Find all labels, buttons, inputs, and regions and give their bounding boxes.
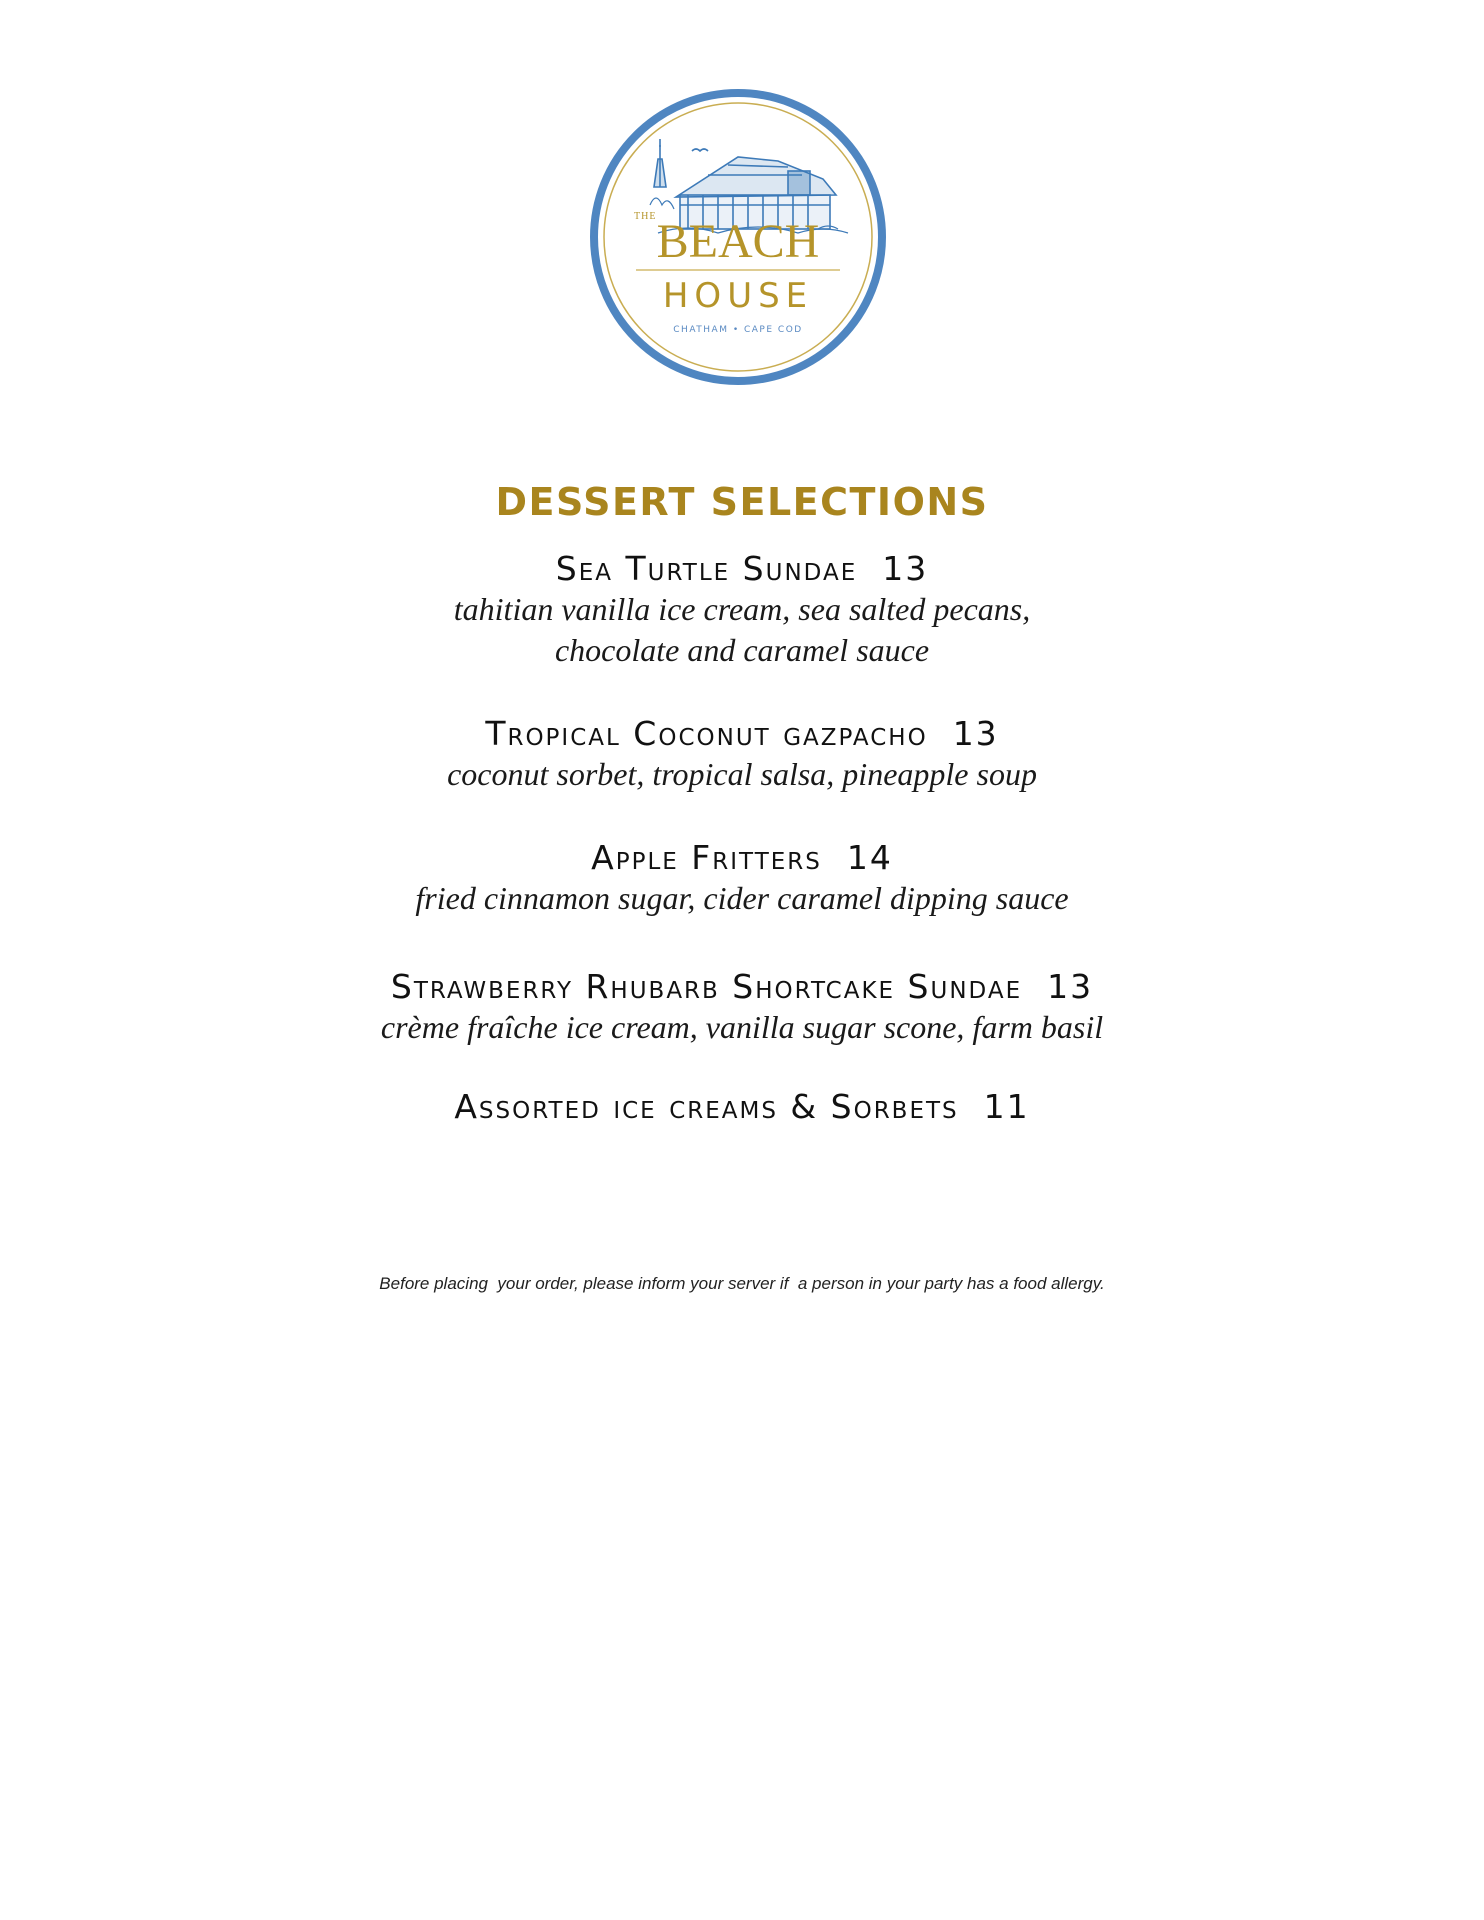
- menu-item-name: Assorted ice creams & Sorbets: [454, 1087, 959, 1126]
- allergy-note: Before placing your order, please inform your server if a person in your party has a food allergy.: [379, 1274, 1105, 1293]
- menu-item-price: 14: [846, 838, 893, 877]
- menu-item-price: 13: [1047, 967, 1094, 1006]
- logo-beach-text: BEACH: [656, 215, 820, 268]
- menu-item: [0, 838, 1484, 919]
- menu-item: [0, 1087, 1484, 1127]
- menu-item-name: Tropical Coconut gazpacho: [485, 714, 928, 753]
- menu-item-description: crème fraîche ice cream, vanilla sugar scone, farm basil: [380, 1009, 1104, 1045]
- dessert-menu: [0, 480, 1484, 1127]
- menu-item-title: [0, 967, 1484, 1007]
- menu-item-price: 13: [952, 714, 999, 753]
- menu-item-description: chocolate and caramel sauce: [554, 632, 930, 668]
- beach-house-logo: [588, 87, 888, 387]
- menu-item-title: [0, 1087, 1484, 1127]
- menu-item-title: [0, 838, 1484, 878]
- menu-item: [0, 967, 1484, 1048]
- menu-item-description: tahitian vanilla ice cream, sea salted pecans,: [453, 591, 1031, 627]
- menu-item: [0, 549, 1484, 671]
- menu-item-description: coconut sorbet, tropical salsa, pineapple soup: [447, 756, 1037, 792]
- menu-item-title: [0, 549, 1484, 589]
- menu-heading: DESSERT SELECTIONS: [495, 480, 989, 524]
- menu-item-title: [0, 714, 1484, 754]
- menu-item-name: Apple Fritters: [591, 838, 822, 877]
- logo-the-text: THE: [634, 211, 657, 222]
- menu-item-price: 13: [882, 549, 929, 588]
- logo-house-text: HOUSE: [662, 276, 814, 316]
- menu-item-description: fried cinnamon sugar, cider caramel dipping sauce: [415, 880, 1069, 916]
- menu-item-price: 11: [983, 1087, 1030, 1126]
- menu-item-name: Strawberry Rhubarb Shortcake Sundae: [390, 967, 1023, 1006]
- logo-emblem: [588, 87, 888, 387]
- logo-location-text: CHATHAM • CAPE COD: [673, 325, 803, 335]
- menu-item-name: Sea Turtle Sundae: [555, 549, 858, 588]
- menu-item: [0, 714, 1484, 795]
